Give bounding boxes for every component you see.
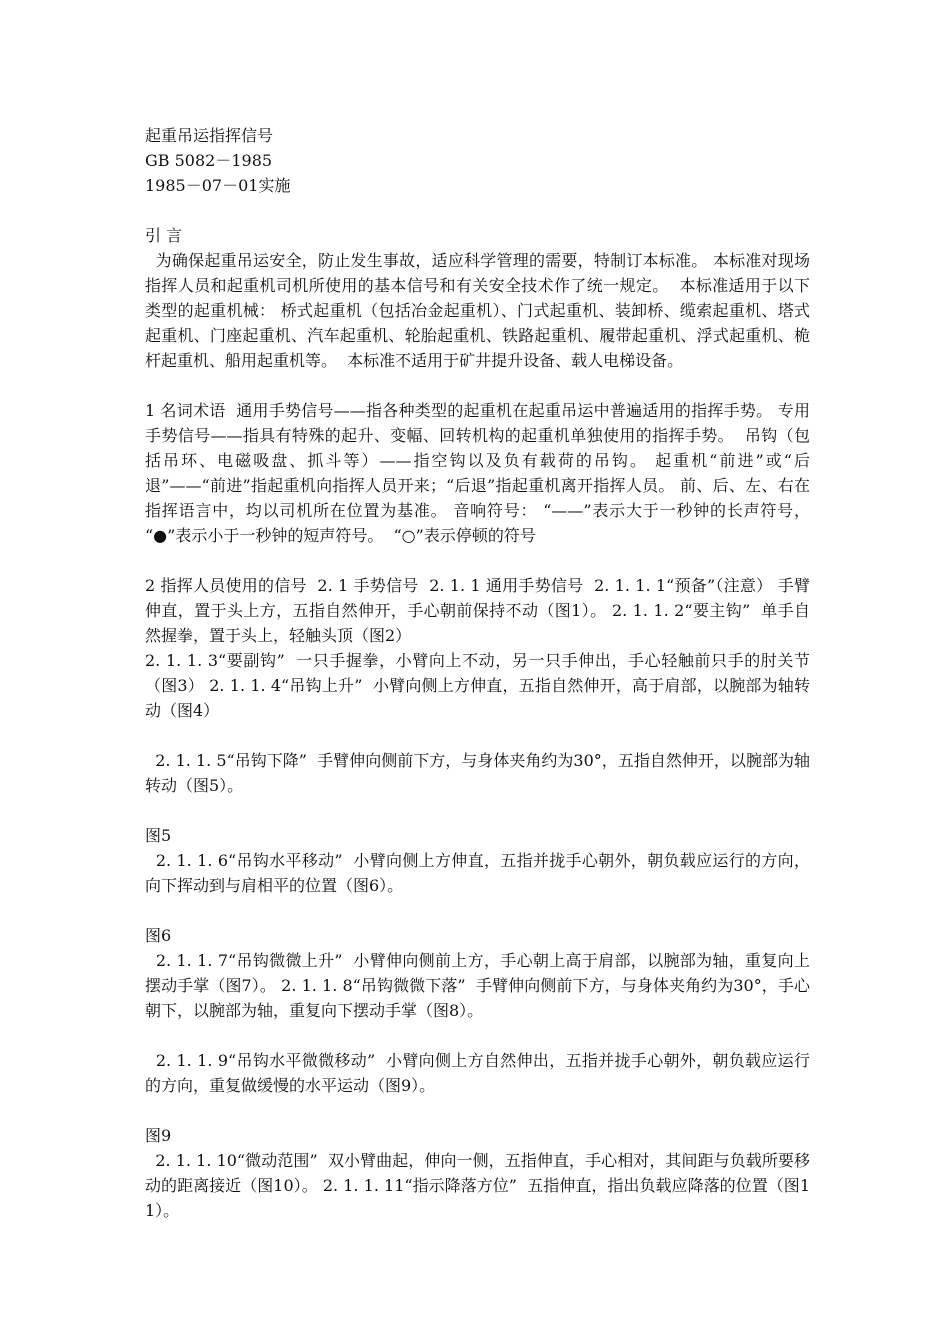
spacer bbox=[145, 898, 810, 923]
signal-paragraph: 2. 1. 1. 5“吊钩下降” 手臂伸向侧前下方，与身体夹角约为30°，五指自然伸开，以腕部为轴转动（图5）。 bbox=[145, 751, 810, 795]
spacer bbox=[145, 1098, 810, 1123]
document-title: 起重吊运指挥信号 bbox=[145, 126, 274, 145]
standard-code: GB 5082－1985 bbox=[145, 151, 273, 170]
signals-paragraph: 2 指挥人员使用的信号 2. 1 手势信号 2. 1. 1 通用手势信号 2. 1. 1. 1“预备”（注意） 手臂伸直，置于头上方，五指自然伸开，手心朝前保持不动（图1）。 2. 1. 1. 2“要主钩” 单手自然握拳，置于头上，轻触头顶（图2） bbox=[145, 576, 810, 645]
figure-label: 图6 bbox=[145, 926, 172, 945]
terms-paragraph: 1 名词术语 通用手势信号——指各种类型的起重机在起重吊运中普遍适用的指挥手势。 专用手势信号——指具有特殊的起升、变幅、回转机构的起重机单独使用的指挥手势。 吊钩（包括吊环、电磁吸盘、抓斗等）——指空钩以及负有载荷的吊钩。 起重机“前进”或“后退”——“前进”指起重机向指挥人员开来；“后退”指起重机离开指挥人员。 前、后、左、右在指挥语言中，均以司机所在位置为基准。 音响符号： “——”表示大于一秒钟的长声符号， “●”表示小于一秒钟的短声符号。 “○”表示停顿的符号 bbox=[145, 401, 821, 545]
signal-paragraph: 2. 1. 1. 7“吊钩微微上升” 小臂伸向侧前上方，手心朝上高于肩部，以腕部为轴，重复向上摆动手掌（图7）。 2. 1. 1. 8“吊钩微微下落” 手臂伸向侧前下方，与身体夹角约为30°，手心朝下，以腕部为轴，重复向下摆动手掌（图8）。 bbox=[145, 951, 810, 1020]
effective-date: 1985－07－01实施 bbox=[145, 176, 291, 195]
signals-paragraph: 2. 1. 1. 3“要副钩” 一只手握拳，小臂向上不动，另一只手伸出，手心轻触前只手的肘关节（图3） 2. 1. 1. 4“吊钩上升” 小臂向侧上方伸直，五指自然伸开，高于肩部，以腕部为轴转动（图4） bbox=[145, 651, 810, 720]
intro-heading: 引 言 bbox=[145, 226, 183, 245]
spacer bbox=[145, 373, 810, 398]
spacer bbox=[145, 723, 810, 748]
spacer bbox=[145, 798, 810, 823]
figure-label: 图9 bbox=[145, 1126, 172, 1145]
figure-label: 图5 bbox=[145, 826, 172, 845]
signal-paragraph: 2. 1. 1. 10“微动范围” 双小臂曲起，伸向一侧，五指伸直，手心相对，其间距与负载所要移动的距离接近（图10）。 2. 1. 1. 11“指示降落方位” 五指伸直，指出负载应降落的位置（图11）。 bbox=[145, 1151, 810, 1220]
spacer bbox=[145, 548, 810, 573]
spacer bbox=[145, 1023, 810, 1048]
signal-paragraph: 2. 1. 1. 9“吊钩水平微微移动” 小臂向侧上方自然伸出，五指并拢手心朝外，朝负载应运行的方向，重复做缓慢的水平运动（图9）。 bbox=[145, 1051, 810, 1095]
spacer bbox=[145, 198, 810, 223]
signal-paragraph: 2. 1. 1. 6“吊钩水平移动” 小臂向侧上方伸直，五指并拢手心朝外，朝负载应运行的方向，向下挥动到与肩相平的位置（图6）。 bbox=[145, 851, 810, 895]
intro-paragraph: 为确保起重吊运安全，防止发生事故，适应科学管理的需要，特制订本标准。 本标准对现场指挥人员和起重机司机所使用的基本信号和有关安全技术作了统一规定。 本标准适用于以下类型的起重机械： 桥式起重机（包括冶金起重机）、门式起重机、装卸桥、缆索起重机、塔式起重机、门座起重机、汽车起重机、轮胎起重机、铁路起重机、履带起重机、浮式起重机、桅杆起重机、船用起重机等。 本标准不适用于矿井提升设备、载人电梯设备。 bbox=[145, 251, 810, 370]
document-page bbox=[145, 123, 821, 1223]
